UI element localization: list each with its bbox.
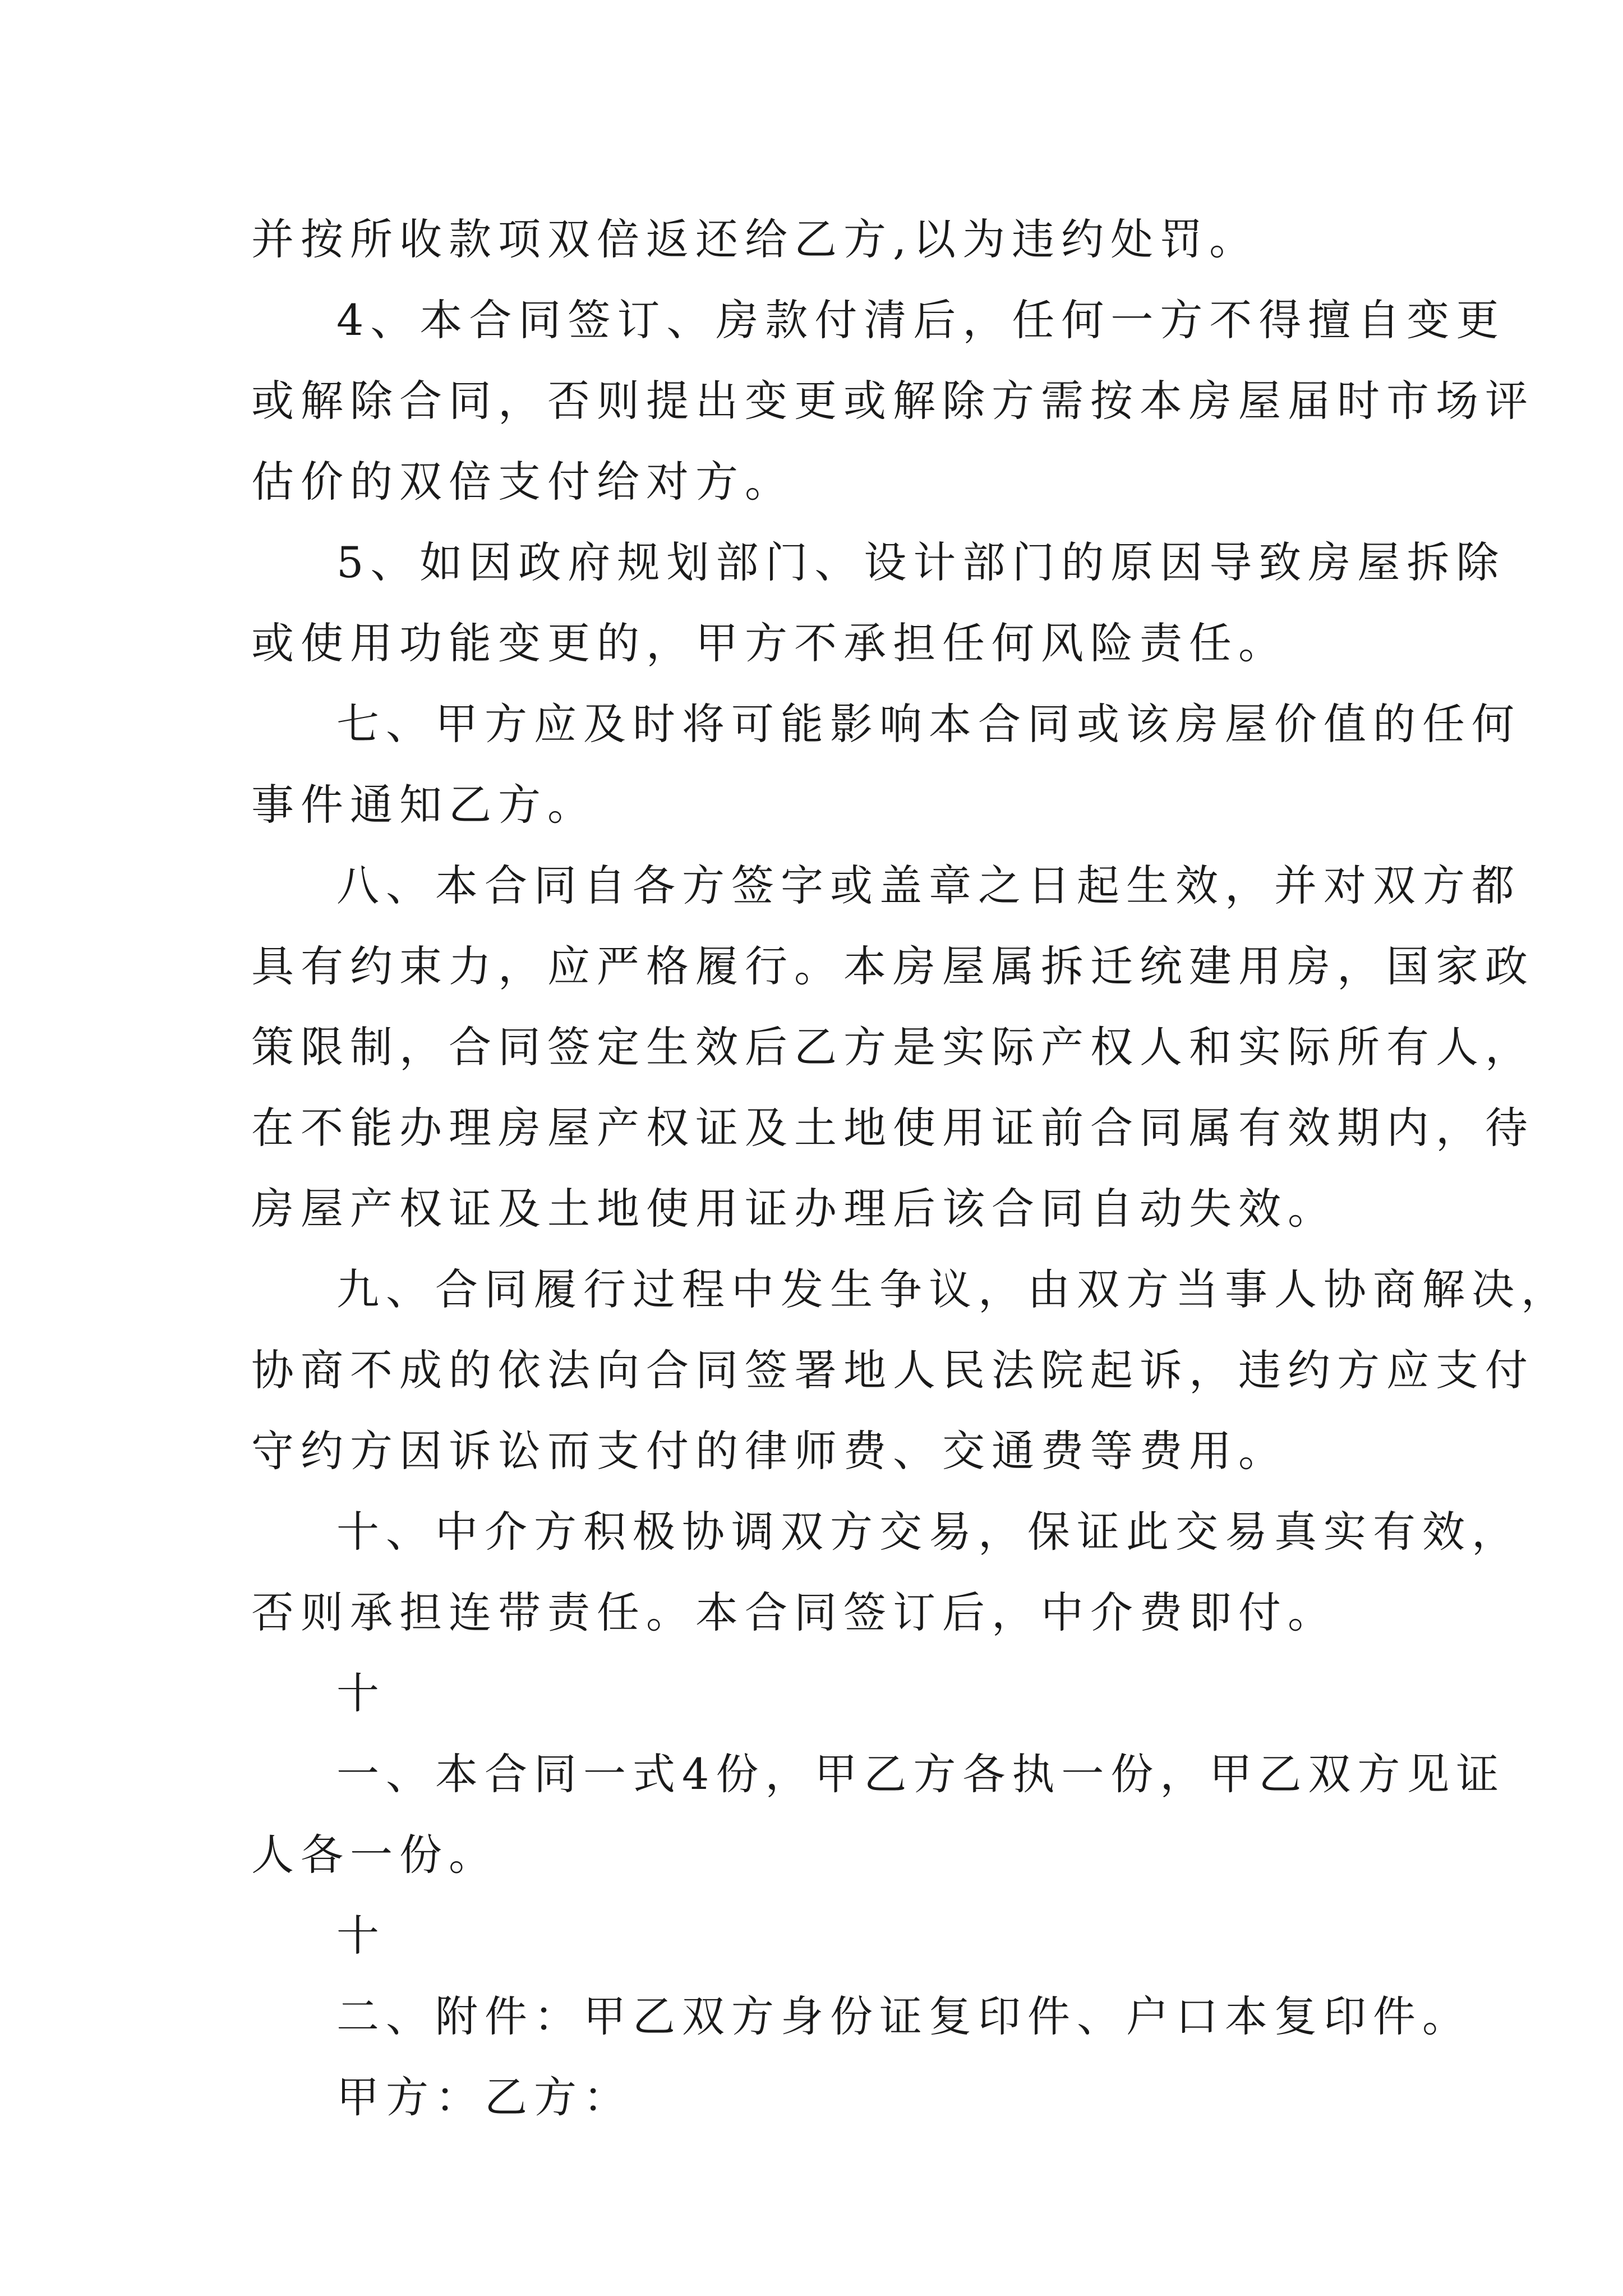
paragraph xyxy=(251,684,1521,845)
text-line: 十 xyxy=(336,1668,386,1718)
text-line: 八、本合同自各方签字或盖章之日起生效，并对双方都 xyxy=(336,861,1521,910)
text-line: 事件通知乙方。 xyxy=(251,780,597,830)
text-line: 在不能办理房屋产权证及土地使用证前合同属有效期内，待 xyxy=(251,1103,1534,1153)
text-line: 具有约束力，应严格履行。本房屋属拆迁统建用房，国家政 xyxy=(251,941,1534,991)
text-line: 4、本合同签订、房款付清后，任何一方不得擅自变更 xyxy=(336,295,1506,345)
text-line: 九、合同履行过程中发生争议，由双方当事人协商解决， xyxy=(336,1264,1570,1314)
document-body xyxy=(251,199,1570,2138)
text-line: 十 xyxy=(336,1911,386,1961)
paragraph xyxy=(251,280,1534,522)
paragraph xyxy=(251,199,1395,280)
paragraph xyxy=(251,1895,1395,1976)
text-line: 或解除合同，否则提出变更或解除方需按本房屋届时市场评 xyxy=(251,376,1534,426)
paragraph xyxy=(251,1734,1506,1895)
paragraph xyxy=(251,1653,1395,1734)
text-line: 甲方：乙方： xyxy=(336,2072,633,2122)
text-line: 守约方因诉讼而支付的律师费、交通费等费用。 xyxy=(251,1426,1288,1476)
paragraph xyxy=(251,845,1534,1249)
text-line: 七、甲方应及时将可能影响本合同或该房屋价值的任何 xyxy=(336,699,1521,749)
text-line: 一、本合同一式4份，甲乙方各执一份，甲乙双方见证 xyxy=(336,1749,1506,1799)
text-line: 房屋产权证及土地使用证办理后该合同自动失效。 xyxy=(251,1184,1337,1234)
paragraph xyxy=(251,1249,1570,1492)
text-line: 人各一份。 xyxy=(251,1830,498,1880)
text-line: 或使用功能变更的，甲方不承担任何风险责任。 xyxy=(251,618,1288,668)
text-line: 策限制，合同签定生效后乙方是实际产权人和实际所有人， xyxy=(251,1022,1534,1072)
text-line: 十、中介方积极协调双方交易，保证此交易真实有效， xyxy=(336,1507,1521,1557)
text-line: 协商不成的依法向合同签署地人民法院起诉，违约方应支付 xyxy=(251,1345,1534,1395)
text-line: 否则承担连带责任。本合同签订后，中介费即付。 xyxy=(251,1588,1337,1637)
text-line: 5、如因政府规划部门、设计部门的原因导致房屋拆除 xyxy=(336,537,1506,587)
text-line: 估价的双倍支付给对方。 xyxy=(251,457,794,507)
paragraph xyxy=(251,2057,1395,2138)
text-line: 并按所收款项双倍返还给乙方,以为违约处罚。 xyxy=(251,214,1259,264)
paragraph xyxy=(251,1976,1472,2057)
paragraph xyxy=(251,1492,1521,1653)
paragraph xyxy=(251,522,1506,684)
text-line: 二、附件：甲乙双方身份证复印件、户口本复印件。 xyxy=(336,1991,1472,2041)
